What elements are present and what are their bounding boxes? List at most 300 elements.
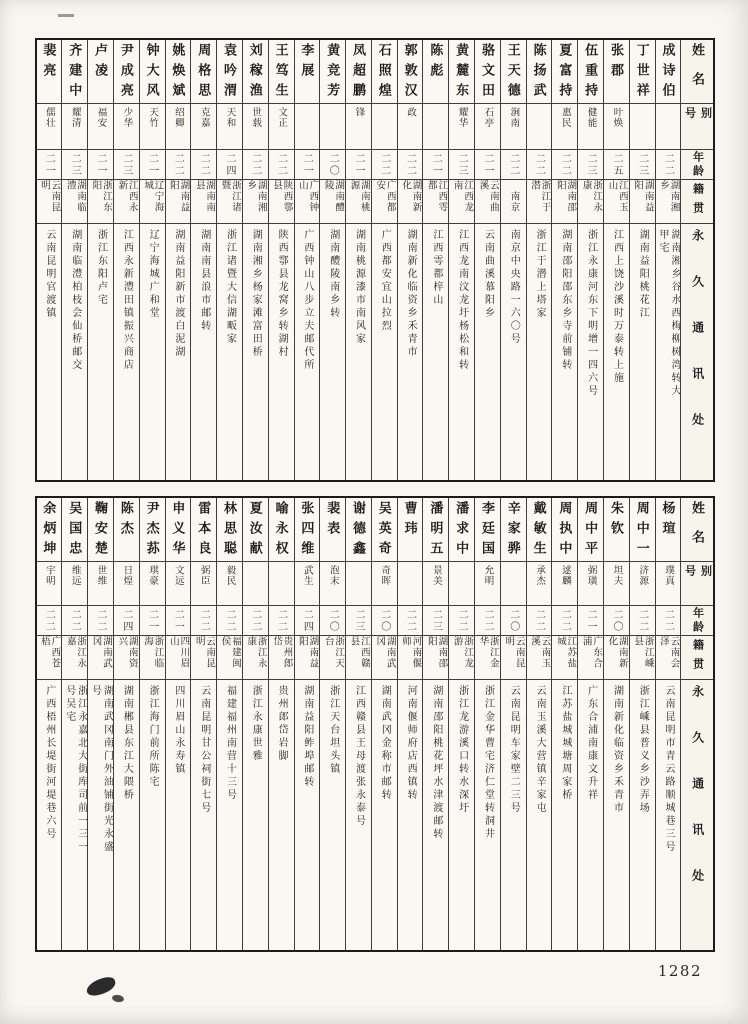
person-address-cell-text: 云南玉溪大营镇辛家屯 — [534, 685, 546, 815]
person-address-cell — [243, 680, 268, 950]
header-name-label — [681, 498, 713, 562]
person-column — [398, 498, 424, 950]
person-origin-cell-text: 广东合浦 — [580, 636, 602, 669]
person-origin-cell — [527, 636, 552, 680]
person-column — [166, 498, 192, 950]
person-origin-cell — [501, 180, 526, 224]
person-age-cell — [191, 150, 216, 180]
person-alias-cell — [449, 104, 474, 150]
person-origin-cell-text: 云南昆明 — [38, 180, 60, 213]
person-origin-cell — [140, 636, 165, 680]
person-age-cell — [372, 606, 397, 636]
person-alias-cell — [604, 562, 629, 606]
person-origin-cell — [475, 636, 500, 680]
person-alias-cell-text: 逑麟 — [559, 565, 570, 586]
directory-table-top — [35, 38, 716, 482]
person-alias-cell-text: 健能 — [585, 107, 596, 128]
person-address-cell-text: 广东合浦南康文升祥 — [585, 685, 597, 802]
person-column — [269, 40, 295, 480]
person-age-cell — [449, 150, 474, 180]
person-column — [604, 40, 630, 480]
person-age-cell-text: 二二 — [533, 152, 545, 177]
person-alias-cell — [423, 104, 448, 150]
person-name-cell — [37, 40, 62, 104]
person-column — [604, 498, 630, 950]
person-origin-cell — [114, 636, 139, 680]
person-origin-cell — [295, 180, 320, 224]
person-age-cell — [114, 606, 139, 636]
header-address-label — [681, 224, 713, 480]
person-name-cell — [578, 498, 603, 562]
person-name-cell — [423, 498, 448, 562]
person-age-cell-text: 二一 — [146, 152, 158, 177]
person-name-cell — [62, 498, 87, 562]
person-alias-cell-text: 文正 — [276, 107, 287, 128]
person-age-cell-text: 二三 — [120, 152, 132, 177]
person-address-cell-text: 浙江诸暨大信湖畈家 — [224, 229, 236, 346]
person-origin-cell — [166, 636, 191, 680]
person-alias-cell — [630, 562, 655, 606]
person-alias-cell — [217, 562, 242, 606]
person-name-cell — [243, 498, 268, 562]
person-origin-cell-text: 贵州郎岱 — [271, 636, 292, 669]
person-name-cell-text: 裴表 — [325, 501, 341, 541]
person-age-cell-text: 二二 — [559, 608, 571, 633]
person-age-cell — [449, 606, 474, 636]
person-address-cell — [630, 680, 655, 950]
person-address-cell-text: 福建福州南营十三号 — [224, 685, 236, 802]
person-age-cell-text: 二〇 — [327, 152, 339, 177]
person-alias-cell — [501, 562, 526, 606]
person-column — [398, 40, 424, 480]
person-address-cell-text: 湖南醴陵南乡转 — [327, 229, 339, 320]
person-address-cell-text: 云南昆明车家壁二三号 — [508, 685, 520, 815]
person-address-cell-text: 浙江东阳卢宅 — [95, 229, 107, 307]
person-age-cell-text: 二二 — [275, 608, 287, 633]
person-age-cell — [552, 606, 577, 636]
person-age-cell — [423, 150, 448, 180]
person-name-cell-text: 刘稼渔 — [247, 43, 263, 103]
person-column — [527, 498, 553, 950]
person-age-cell-text: 二三 — [585, 152, 597, 177]
person-age-cell-text: 二二 — [636, 608, 648, 633]
person-name-cell-text: 朱钦 — [608, 501, 624, 541]
person-origin-cell-text: 湖南益阳 — [167, 180, 189, 213]
person-origin-cell-text: 浙江金华 — [477, 636, 498, 669]
person-origin-cell — [243, 180, 268, 224]
person-alias-cell-text: 弼璜 — [585, 565, 596, 586]
person-age-cell — [346, 150, 371, 180]
person-origin-cell — [114, 180, 139, 224]
person-alias-cell-text: 维远 — [69, 565, 80, 586]
person-age-cell-text: 二二 — [404, 608, 416, 633]
person-name-cell — [140, 498, 165, 562]
person-name-cell-text: 陈彪 — [428, 43, 444, 83]
person-name-cell — [191, 498, 216, 562]
person-address-cell — [501, 224, 526, 480]
person-age-cell-text: 二〇 — [378, 608, 390, 633]
person-name-cell-text: 王天德 — [505, 43, 521, 103]
person-name-cell — [217, 498, 242, 562]
person-name-cell-text: 谢德鑫 — [350, 501, 366, 561]
person-alias-cell — [527, 104, 552, 150]
person-age-cell-text: 二一 — [430, 152, 442, 177]
person-origin-cell-text: 湖南湘乡 — [658, 180, 679, 213]
person-age-cell — [140, 606, 165, 636]
person-origin-cell-text: 南京 — [508, 190, 519, 213]
person-age-cell — [501, 150, 526, 180]
person-name-cell-text: 尹杰荪 — [144, 501, 160, 561]
person-address-cell — [527, 680, 552, 950]
person-name-cell-text: 周中平 — [583, 501, 599, 561]
person-alias-cell-text: 锋 — [353, 107, 364, 118]
person-alias-cell-text: 克嘉 — [198, 107, 209, 128]
person-alias-cell — [114, 104, 139, 150]
person-alias-cell — [191, 562, 216, 606]
person-origin-cell-text: 湖南新化 — [400, 180, 421, 213]
person-address-cell — [372, 224, 397, 480]
header-age-label — [681, 606, 713, 636]
person-address-cell — [62, 680, 87, 950]
header-age-label-text: 年龄 — [691, 150, 704, 179]
person-column — [552, 40, 578, 480]
person-age-cell — [398, 150, 423, 180]
person-origin-cell-text: 云南会泽 — [658, 636, 679, 669]
person-age-cell — [475, 606, 500, 636]
person-name-cell — [423, 40, 448, 104]
person-origin-cell-text: 湖南益阳 — [632, 180, 653, 213]
person-name-cell — [295, 498, 320, 562]
person-origin-cell-text: 江西龙南 — [451, 180, 473, 213]
person-origin-cell-text: 辽宁海城 — [142, 180, 163, 213]
person-age-cell-text: 二二 — [662, 152, 674, 177]
person-age-cell — [295, 150, 320, 180]
person-origin-cell-text: 湖南临澧 — [64, 180, 86, 213]
person-origin-cell-text: 陕西鄠县 — [271, 180, 292, 213]
person-origin-cell — [423, 636, 448, 680]
person-name-cell-text: 余炳坤 — [41, 501, 57, 561]
person-origin-cell — [62, 180, 87, 224]
person-age-cell-text: 二二 — [198, 608, 210, 633]
person-name-cell-text: 黄竞芳 — [325, 43, 341, 103]
person-name-cell — [295, 40, 320, 104]
person-name-cell-text: 王笃生 — [273, 43, 289, 103]
person-column — [527, 40, 553, 480]
person-origin-cell — [346, 180, 371, 224]
person-name-cell — [552, 498, 577, 562]
header-alias-label — [681, 562, 713, 606]
person-origin-cell — [320, 180, 345, 224]
person-origin-cell — [423, 180, 448, 224]
person-column — [656, 40, 682, 480]
person-alias-cell-text: 宇明 — [43, 565, 54, 586]
person-origin-cell-text: 湖南新化 — [606, 636, 627, 669]
person-origin-cell — [372, 636, 397, 680]
person-name-cell — [604, 498, 629, 562]
person-origin-cell — [166, 180, 191, 224]
person-age-cell — [423, 606, 448, 636]
person-name-cell-text: 袁吟渭 — [222, 43, 237, 103]
person-name-cell — [166, 498, 191, 562]
person-column — [630, 498, 656, 950]
person-alias-cell — [243, 104, 268, 150]
person-age-cell-text: 二一 — [95, 152, 107, 177]
person-address-cell — [604, 224, 629, 480]
person-name-cell — [217, 40, 242, 104]
person-address-cell — [475, 680, 500, 950]
header-column — [681, 498, 713, 950]
person-origin-cell — [295, 636, 320, 680]
person-address-cell-text: 湖南益阳新市渡白泥湖 — [172, 229, 184, 359]
person-alias-cell-text: 世载 — [250, 107, 261, 128]
person-address-cell — [656, 224, 681, 480]
person-age-cell-text: 二三 — [69, 152, 81, 177]
person-origin-cell — [501, 636, 526, 680]
person-alias-cell — [398, 104, 423, 150]
person-name-cell — [604, 40, 629, 104]
person-age-cell — [346, 606, 371, 636]
person-age-cell-text: 二五 — [610, 152, 622, 177]
person-origin-cell — [552, 636, 577, 680]
person-origin-cell — [630, 636, 655, 680]
header-alias-label-text: 别号 — [683, 565, 712, 587]
person-alias-cell — [37, 562, 62, 606]
person-name-cell — [88, 40, 113, 104]
person-name-cell — [191, 40, 216, 104]
person-address-cell — [398, 680, 423, 950]
person-age-cell — [475, 150, 500, 180]
person-age-cell-text: 二四 — [120, 608, 132, 633]
person-column — [372, 498, 398, 950]
person-address-cell — [191, 224, 216, 480]
person-address-cell-text: 浙江龙游溪口转水深圩 — [456, 685, 468, 815]
person-name-cell — [114, 498, 139, 562]
person-address-cell-text: 贵州郎岱岩脚 — [276, 685, 288, 763]
person-origin-cell — [191, 180, 216, 224]
person-alias-cell — [346, 562, 371, 606]
person-alias-cell — [552, 104, 577, 150]
person-origin-cell — [37, 180, 62, 224]
person-age-cell-text: 二二 — [249, 152, 261, 177]
person-address-cell-text: 江西龙南汶龙圩杨松和转 — [456, 229, 468, 372]
person-address-cell — [88, 224, 113, 480]
person-name-cell-text: 陈杰 — [118, 501, 134, 541]
person-name-cell — [37, 498, 62, 562]
person-column — [475, 498, 501, 950]
person-name-cell-text: 张四维 — [299, 501, 315, 561]
person-origin-cell — [656, 636, 681, 680]
person-alias-cell-text: 耀清 — [69, 107, 80, 128]
person-name-cell — [475, 498, 500, 562]
person-age-cell — [527, 606, 552, 636]
person-alias-cell — [114, 562, 139, 606]
person-origin-cell — [630, 180, 655, 224]
person-age-cell — [269, 606, 294, 636]
person-name-cell-text: 潘明五 — [428, 501, 444, 561]
person-name-cell-text: 姚焕斌 — [170, 43, 186, 103]
person-origin-cell-text: 浙江永嘉 — [64, 636, 86, 669]
person-origin-cell — [552, 180, 577, 224]
person-address-cell — [295, 224, 320, 480]
person-age-cell — [243, 606, 268, 636]
person-alias-cell — [269, 562, 294, 606]
person-column — [372, 40, 398, 480]
person-column — [140, 40, 166, 480]
header-address-label-text: 永久通讯处 — [690, 229, 705, 459]
person-column — [578, 40, 604, 480]
scan-mark-icon — [58, 14, 74, 17]
person-age-cell-text: 二二 — [69, 608, 81, 633]
person-name-cell-text: 裴亮 — [41, 43, 57, 83]
person-origin-cell — [88, 636, 113, 680]
person-name-cell — [527, 498, 552, 562]
person-name-cell — [449, 498, 474, 562]
header-alias-label-text: 别号 — [683, 107, 712, 129]
header-origin-label — [681, 180, 713, 224]
person-alias-cell — [604, 104, 629, 150]
person-name-cell — [449, 40, 474, 104]
person-name-cell-text: 郭敦汉 — [402, 43, 418, 103]
person-alias-cell-text: 政 — [405, 107, 416, 118]
person-alias-cell-text: 璞真 — [663, 565, 674, 586]
person-column — [88, 498, 114, 950]
person-age-cell — [398, 606, 423, 636]
person-column — [320, 498, 346, 950]
person-origin-cell-text: 江西永新 — [116, 180, 137, 213]
person-address-cell — [578, 680, 603, 950]
person-name-cell-text: 凤超鹏 — [350, 43, 366, 103]
person-address-cell-text: 湖南南县浪市邮转 — [198, 229, 210, 333]
person-origin-cell-text: 河南偃师 — [400, 636, 421, 669]
person-name-cell — [114, 40, 139, 104]
person-address-cell-text: 南京中央路一六〇号 — [508, 229, 520, 346]
person-age-cell-text: 二二 — [224, 608, 235, 633]
person-name-cell — [346, 498, 371, 562]
person-alias-cell — [475, 104, 500, 150]
person-age-cell-text: 二四 — [301, 608, 313, 633]
person-alias-cell-text: 天和 — [224, 107, 235, 128]
person-column — [552, 498, 578, 950]
person-name-cell-text: 雷本良 — [196, 501, 212, 561]
person-name-cell-text: 辛家骅 — [505, 501, 521, 561]
person-alias-cell — [320, 104, 345, 150]
person-column — [88, 40, 114, 480]
person-origin-cell-text: 江苏盐城 — [554, 636, 576, 669]
person-alias-cell — [243, 562, 268, 606]
person-address-cell-text: 广西梧州长堤街河堤巷六号 — [43, 685, 55, 841]
person-origin-cell — [604, 180, 629, 224]
person-alias-cell — [37, 104, 62, 150]
person-name-cell-text: 曹玮 — [402, 501, 418, 541]
person-age-cell — [656, 606, 681, 636]
person-name-cell — [320, 498, 345, 562]
person-origin-cell — [269, 636, 294, 680]
person-origin-cell — [140, 180, 165, 224]
person-origin-cell-text: 广西苍梧 — [38, 636, 60, 669]
person-origin-cell-text: 浙江诸暨 — [219, 180, 240, 213]
person-alias-cell — [191, 104, 216, 150]
person-origin-cell — [37, 636, 62, 680]
person-address-cell-text: 湖南益阳桃花江 — [637, 229, 649, 320]
person-alias-cell — [501, 104, 526, 150]
person-alias-cell — [578, 562, 603, 606]
person-origin-cell — [88, 180, 113, 224]
person-origin-cell-text: 浙江嵊县 — [632, 636, 653, 669]
person-age-cell — [630, 150, 655, 180]
person-column — [501, 498, 527, 950]
person-column — [320, 40, 346, 480]
person-name-cell-text: 丁世祥 — [634, 43, 650, 103]
person-alias-cell-text: 琪豪 — [147, 565, 158, 586]
person-address-cell-text: 江西赣县王母渡张永泰号 — [353, 685, 365, 828]
person-age-cell — [37, 606, 62, 636]
person-address-cell — [217, 680, 242, 950]
header-address-label — [681, 680, 713, 950]
person-origin-cell-text: 广西都安 — [374, 180, 395, 213]
person-name-cell — [346, 40, 371, 104]
person-name-cell-text: 卢凌 — [93, 43, 109, 83]
person-column — [217, 498, 243, 950]
person-age-cell — [114, 150, 139, 180]
person-address-cell — [166, 224, 191, 480]
person-column — [501, 40, 527, 480]
person-age-cell-text: 二一 — [481, 152, 493, 177]
person-address-cell — [62, 224, 87, 480]
person-alias-cell-text: 石亭 — [482, 107, 493, 128]
person-alias-cell — [62, 104, 87, 150]
person-alias-cell — [527, 562, 552, 606]
person-name-cell-text: 周中一 — [634, 501, 650, 561]
person-origin-cell-text: 湖南资兴 — [116, 636, 137, 669]
person-alias-cell — [166, 104, 191, 150]
person-name-cell-text: 李廷国 — [479, 501, 495, 561]
person-alias-cell — [578, 104, 603, 150]
person-origin-cell-text: 江西玉山 — [606, 180, 627, 213]
person-address-cell-text: 江西上饶沙溪时万泰转上施 — [611, 229, 623, 385]
person-age-cell-text: 二三 — [430, 608, 442, 633]
header-age-label-text: 年龄 — [691, 606, 704, 635]
person-address-cell — [217, 224, 242, 480]
person-address-cell — [191, 680, 216, 950]
person-origin-cell-text: 江西赣县 — [348, 636, 369, 669]
person-name-cell — [140, 40, 165, 104]
person-address-cell — [37, 224, 62, 480]
person-name-cell — [269, 498, 294, 562]
person-alias-cell — [88, 562, 113, 606]
person-address-cell-text: 浙江于潜上塔家 — [534, 229, 546, 320]
person-alias-cell-text: 儒壮 — [43, 107, 54, 128]
person-name-cell — [630, 40, 655, 104]
person-alias-cell — [656, 562, 681, 606]
person-name-cell-text: 周格思 — [196, 43, 212, 103]
person-alias-cell — [656, 104, 681, 150]
person-name-cell-text: 吴英奇 — [376, 501, 392, 561]
person-age-cell — [140, 150, 165, 180]
person-origin-cell-text: 湖南益阳 — [296, 636, 318, 669]
person-address-cell — [552, 224, 577, 480]
person-origin-cell — [398, 636, 423, 680]
person-name-cell-text: 申义华 — [170, 501, 186, 561]
person-age-cell-text: 二三 — [636, 152, 648, 177]
person-address-cell-text: 湖南武冈南门外油铺街光永盛号 — [89, 685, 113, 854]
person-address-cell — [269, 224, 294, 480]
person-address-cell-text: 陕西鄠县龙窝乡转湖村 — [276, 229, 288, 359]
person-origin-cell — [243, 636, 268, 680]
person-origin-cell-text: 福建闽侯 — [219, 636, 240, 669]
person-address-cell-text: 湖南湘乡谷水西梅柳树湾转大甲宅 — [657, 229, 681, 398]
person-name-cell-text: 张郡 — [608, 43, 624, 83]
person-address-cell-text: 湖南湘乡杨家滩富田桥 — [250, 229, 262, 359]
